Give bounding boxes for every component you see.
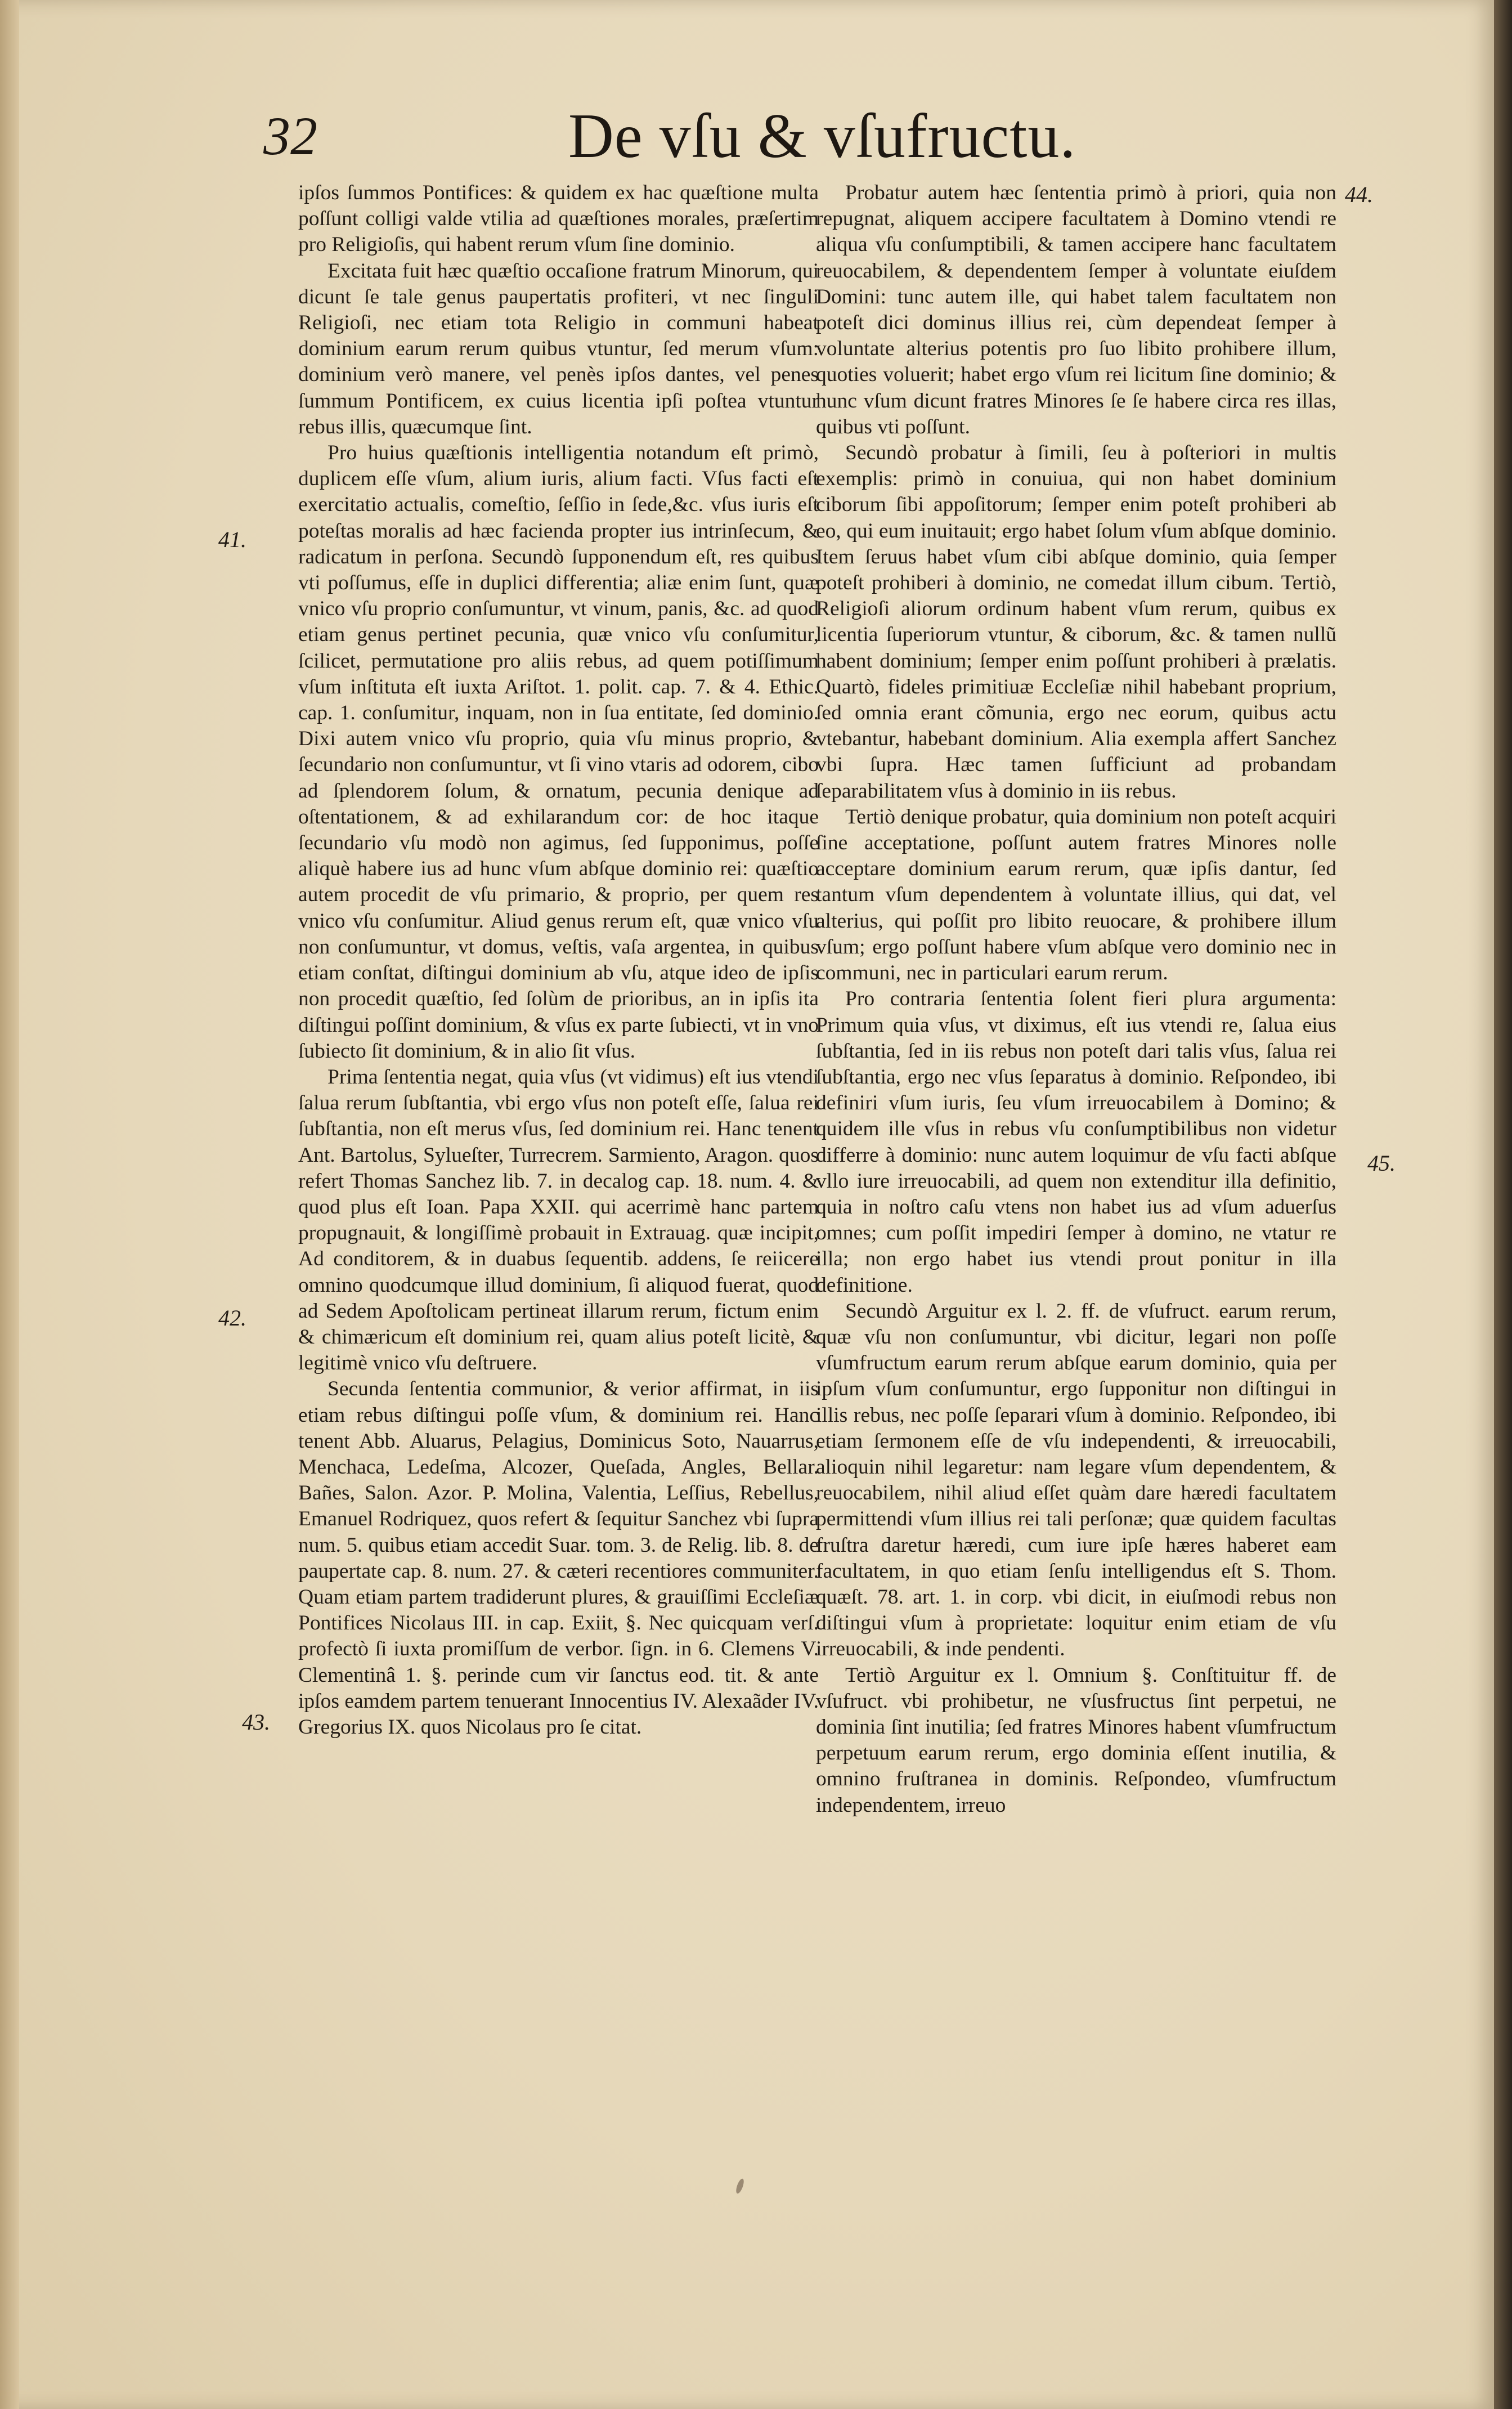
margin-number-44: 44. xyxy=(1345,182,1373,207)
margin-number-42: 42. xyxy=(218,1305,246,1331)
paragraph: Prima ſententia negat, quia vſus (vt vidimus) eſt ius vtendi ſalua rerum ſubſtantia, vbi ergo vſus non poteſt eſſe, ſalua rei ſubſtantia, non eſt merus vſus, ſed dominium rei. Hanc tenent Ant. Bartolus, Sylueſter, Turrecrem. Sarmiento, Aragon. quos refert Thomas Sanchez lib. 7. in decalog cap. 18. num. 4. & quod plus eſt Ioan. Papa XXII. qui acerrimè hanc partem propugnauit, & longiſſimè probauit in Extrauag. quæ incipit, Ad conditorem, & in duabus ſequentib. addens, ſe reiicere omnino quodcumque illud dominium, ſi aliquod fuerat, quod ad Sedem Apoſtolicam pertineat illarum rerum, fictum enim & chimæricum eſt dominium rei, quam alius poteſt licitè, & legitimè vnico vſu deſtruere. xyxy=(298,1065,819,1375)
paragraph: Probatur autem hæc ſententia primò à priori, quia non repugnat, aliquem accipere facultatem à Domino vtendi re aliqua vſu conſumptibili, & tamen accipere hanc facultatem reuocabilem, & dependentem ſemper à voluntate eiuſdem Domini: tunc autem ille, qui habet talem facultatem non poteſt dici dominus illius rei, cùm dependeat ſemper à voluntate alterius potentis pro ſuo libito prohibere illum, quoties voluerit; habet ergo vſum rei licitum ſine dominio; & hunc vſum dicunt fratres Minores ſe ſe habere circa res illas, quibus vti poſſunt. xyxy=(816,181,1336,438)
gutter xyxy=(0,0,19,2409)
paragraph: Excitata fuit hæc quæſtio occaſione fratrum Minorum, qui dicunt ſe tale genus paupertatis profiteri, vt nec ſinguli Religioſi, nec etiam tota Religio in communi habeat dominium earum rerum quibus vtuntur, ſed merum vſum: dominium verò manere, vel penès ipſos dantes, vel penes ſummum Pontificem, ex cuius licentia ipſi poſtea vtuntur rebus illis, quæcumque ſint. xyxy=(298,259,819,438)
left-column xyxy=(298,180,819,1740)
paragraph: Pro huius quæſtionis intelligentia notandum eſt primò, duplicem eſſe vſum, alium iuris, alium facti. Vſus facti eſt exercitatio actualis, comeſtio, ſeſſio in ſede,&c. vſus iuris eſt poteſtas moralis ad hæc facienda propter ius intrinſecum, & radicatum in perſona. Secundò ſupponendum eſt, res quibus vti poſſumus, eſſe in duplici differentia; aliæ enim ſunt, quæ vnico vſu proprio conſumuntur, vt vinum, panis, &c. ad quod etiam genus pertinet pecunia, quæ vnico vſu conſumitur, ſcilicet, permutatione pro aliis rebus, ad quem potiſſimum vſum inſtituta eſt iuxta Ariſtot. 1. polit. cap. 7. & 4. Ethic. cap. 1. conſumitur, inquam, non in ſua entitate, ſed dominio. Dixi autem vnico vſu proprio, quia vſu minus proprio, & ſecundario non conſumuntur, vt ſi vino vtaris ad odorem, cibo ad ſplendorem ſolum, & ornatum, pecunia denique ad oſtentationem, & ad exhilarandum cor: de hoc itaque ſecundario vſu modò non agimus, ſed ſupponimus, poſſe aliquè habere ius ad hunc vſum abſque dominio rei: quæſtio autem procedit de vſu primario, & proprio, per quem res vnico vſu conſumitur. Aliud genus rerum eſt, quæ vnico vſu non conſumuntur, vt domus, veſtis, vaſa argentea, in quibus etiam conſtat, diſtingui dominium ab vſu, atque ideo de ipſis non procedit quæſtio, ſed ſolùm de prioribus, an in ipſis ita diſtingui poſſint dominium, & vſus ex parte ſubiecti, vt in vno ſubiecto ſit dominium, & in alio ſit vſus. xyxy=(298,441,819,1063)
paragraph: Pro contraria ſententia ſolent fieri plura argumenta: Primum quia vſus, vt diximus, eſt ius vtendi re, ſalua eius ſubſtantia, ſed in iis rebus non poteſt dari talis vſus, ſalua rei ſubſtantia, ergo nec vſus ſeparatus à dominio. Reſpondeo, ibi definiri vſum iuris, ſeu vſum irreuocabilem à Domino; & quidem ille vſus in rebus vſu conſumptibilibus non videtur differre à dominio: nunc autem loquimur de vſu facti abſque vllo iure irreuocabili, ad quem non extenditur illa definitio, quia in noſtro caſu vtens non habet ius ad vſum aduerſus omnes; cum poſſit impediri ſemper à domino, ne vtatur re illa; non ergo habet ius vtendi prout ponitur in illa definitione. xyxy=(816,987,1336,1297)
paragraph: Tertiò Arguitur ex l. Omnium §. Conſtituitur ff. de vſufruct. vbi prohibetur, ne vſusfructus ſint perpetui, ne dominia ſint inutilia; ſed fratres Minores habent vſumfructum perpetuum earum rerum, ergo dominia eſſent inutilia, & omnino fruſtranea in dominis. Reſpondeo, vſumfructum independentem, irreuo xyxy=(816,1663,1336,1817)
page-number: 32 xyxy=(263,106,317,166)
margin-number-43: 43. xyxy=(242,1709,270,1735)
margin-number-41: 41. xyxy=(218,527,246,552)
page-edge xyxy=(1494,0,1512,2409)
right-column xyxy=(816,180,1336,1819)
ink-mark xyxy=(735,2178,746,2195)
paragraph: Secundò probatur à ſimili, ſeu à poſteriori in multis exemplis: primò in conuiua, qui non habet dominium ciborum ſibi appoſitorum; ſemper enim poteſt prohiberi ab eo, qui eum inuitauit; ergo habet ſolum vſum abſque dominio. Item ſeruus habet vſum cibi abſque dominio, quia ſemper poteſt prohiberi à dominio, ne comedat illum cibum. Tertiò, Religioſi aliorum ordinum habent vſum rerum, quibus ex licentia ſuperiorum vtuntur, & ciborum, &c. & tamen nullũ habent dominium; ſemper enim poſſunt prohiberi à prælatis. Quartò, fideles primitiuæ Eccleſiæ nihil habebant proprium, ſed omnia erant cõmunia, ergo nec eorum, quibus actu vtebantur, habebant dominium. Alia exempla affert Sanchez vbi ſupra. Hæc tamen ſufficiunt ad probandam ſeparabilitatem vſus à dominio in iis rebus. xyxy=(816,441,1336,803)
running-head: De vſu & vſufructu. xyxy=(568,101,1076,171)
paragraph: Secunda ſententia communior, & verior affirmat, in iis etiam rebus diſtingui poſſe vſum, & dominium rei. Hanc tenent Abb. Aluarus, Pelagius, Dominicus Soto, Nauarrus, Menchaca, Ledeſma, Alcozer, Queſada, Angles, Bellar. Bañes, Salon. Azor. P. Molina, Valentia, Leſſius, Rebellus, Emanuel Rodriquez, quos refert & ſequitur Sanchez vbi ſupra num. 5. quibus etiam accedit Suar. tom. 3. de Relig. lib. 8. de paupertate cap. 8. num. 27. & cæteri recentiores communiter. Quam etiam partem tradiderunt plures, & grauiſſimi Eccleſiæ Pontifices Nicolaus III. in cap. Exiit, §. Nec quicquam verſ. profectò ſi iuxta promiſſum de verbor. ſign. in 6. Clemens V. Clementinâ 1. §. perinde cum vir ſanctus eod. tit. & ante ipſos eamdem partem tenuerant Innocentius IV. Alexaãder IV. Gregorius IX. quos Nicolaus pro ſe citat. xyxy=(298,1377,819,1739)
paragraph: Tertiò denique probatur, quia dominium non poteſt acquiri ſine acceptatione, poſſunt autem fratres Minores nolle acceptare dominium earum rerum, quæ ipſis dantur, ſed tantum vſum dependentem à voluntate illius, qui dat, vel alterius, qui poſſit pro libito reuocare, & prohibere illum vſum; ergo poſſunt habere vſum abſque vero dominio nec in communi, nec in particulari earum rerum. xyxy=(816,805,1336,985)
paragraph: ipſos ſummos Pontifices: & quidem ex hac quæſtione multa poſſunt colligi valde vtilia ad quæſtiones morales, præſertim pro Religioſis, qui habent rerum vſum ſine dominio. xyxy=(298,181,819,257)
margin-number-45: 45. xyxy=(1367,1150,1396,1176)
paragraph: Secundò Arguitur ex l. 2. ff. de vſufruct. earum rerum, quæ vſu non conſumuntur, vbi dicitur, legari non poſſe vſumfructum earum rerum abſque earum dominio, quia per ipſum vſum conſumuntur, ergo ſupponitur non diſtingui in illis rebus, nec poſſe ſeparari vſum à dominio. Reſpondeo, ibi etiam ſermonem eſſe de vſu independenti, & irreuocabili, alioquin nihil legaretur: nam legare vſum dependentem, & reuocabilem, nihil aliud eſſet quàm dare hæredi facultatem permittendi vſum illius rei tali perſonæ; quæ quidem facultas fruſtra daretur hæredi, cum iure ipſe hæres haberet eam facultatem, in quo etiam ſenſu intelligendus eſt S. Thom. quæſt. 78. art. 1. in corp. vbi dicit, in eiuſmodi rebus non diſtingui vſum à proprietate: loquitur enim etiam de vſu irreuocabili, & inde pendenti. xyxy=(816,1299,1336,1661)
